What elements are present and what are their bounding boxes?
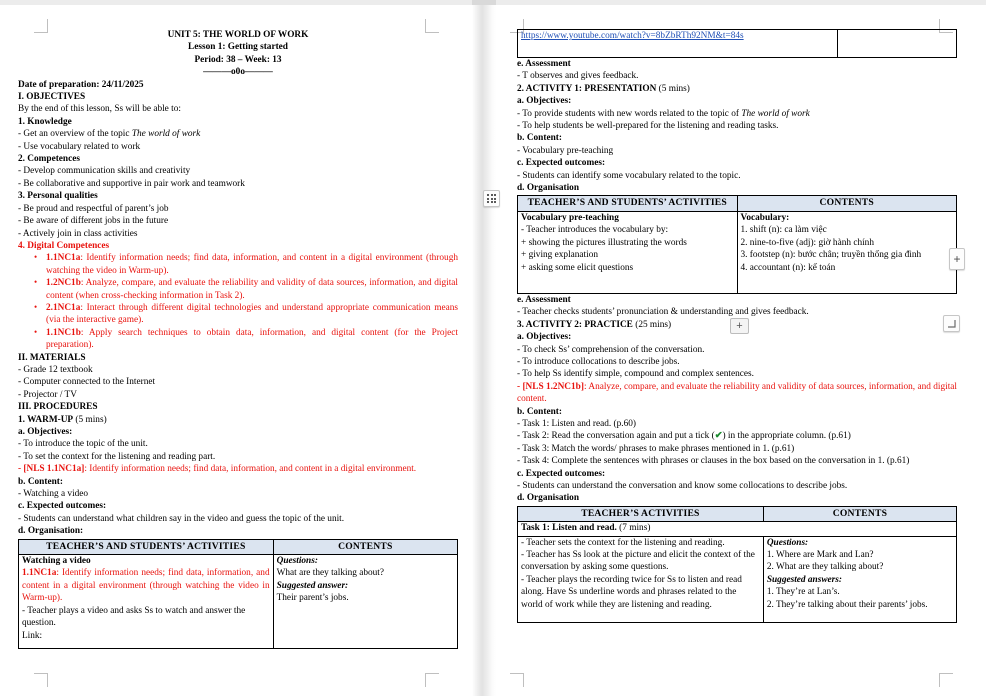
grip-dots-icon [487,194,496,203]
activity1-assessment-label: e. Assessment [517,294,571,305]
knowledge-item-text: - Get an overview of the topic [18,129,132,140]
vocab-cell-line: + giving explanation [521,250,599,261]
page-gutter [472,5,496,696]
warmup-contents-cell[interactable] [273,555,457,649]
activity2-label: 3. ACTIVITY 2: PRACTICE [517,319,633,330]
suggested-answers-label: Suggested answers: [766,574,842,585]
vocab-cell-line: + showing the pictures illustrating the words [521,237,687,248]
question-text: 1. Where are Mark and Lan? [766,550,874,560]
knowledge-heading: 1. Knowledge [18,116,72,127]
table-row[interactable] [518,211,957,293]
unit-title: UNIT 5: THE WORLD OF WORK [167,30,309,40]
knowledge-item-italic: The world of work [131,129,201,140]
activity1-content-item: - Vocabulary pre-teaching [517,145,614,156]
task1-subheader-time: (7 mins) [619,523,651,534]
vocabulary-activities-table[interactable] [517,195,957,293]
warmup-objective: - To set the context for the listening and reading part. [18,451,216,462]
activity1-objectives-label: a. Objectives: [517,96,572,107]
activity2-outcome-item: - Students can understand the conversation and know some collocations to describe jobs. [517,480,848,491]
table-header-contents: CONTENTS [273,539,457,554]
lesson-title: Lesson 1: Getting started [188,42,288,53]
vocabulary-item: 4. accountant (n): kế toán [740,262,836,273]
table-header-activities: TEACHER’S AND STUDENTS’ ACTIVITIES [518,196,738,211]
warmup-outcomes-label: c. Expected outcomes: [18,501,107,512]
tick-icon: ✔ [714,431,723,442]
answer-text: 2. They’re talking about their parents’ jobs. [766,599,928,610]
digital-competence-item [46,327,458,352]
suggested-answer-label: Suggested answer: [276,580,349,591]
activity2-task: - Task 1: Listen and read. (p.60) [517,418,636,429]
digital-competence-text: : Apply search techniques to obtain data, information, and digital content (for the Project preparation). [46,327,458,351]
activity2-objective: - To introduce collocations to describe jobs. [517,356,680,367]
task1-activities-table[interactable] [517,506,957,623]
personal-quality-item: - Be aware of different jobs in the future [18,216,169,227]
digital-competence-item [46,277,458,302]
warmup-organisation-label: d. Organisation: [18,526,84,537]
activity2-outcomes-label: c. Expected outcomes: [517,468,606,479]
activity2-nls-code: - [NLS 1.2NC1b] [517,381,584,392]
table-header-row [19,539,458,554]
answer-text: Their parent’s jobs. [276,593,349,604]
youtube-link[interactable]: https://www.youtube.com/watch?v=8bZbRTh92NM&t=84s [521,31,744,41]
vocabulary-item: 3. footstep (n): bước chân; truyền thống gia đình [740,250,922,261]
table-row[interactable] [518,30,957,58]
add-column-button[interactable]: + [949,248,965,270]
warmup-nls [18,463,458,475]
digital-competence-code: 1.1NC1a [46,253,81,264]
table-header-row [518,196,957,211]
warmup-label: 1. WARM-UP [18,414,74,425]
page-left [0,5,472,696]
page-right [496,5,986,696]
questions-label: Questions: [276,556,318,567]
material-item: - Projector / TV [18,389,77,400]
digital-competences-heading: 4. Digital Competences [18,240,110,251]
material-item: - Grade 12 textbook [18,364,93,375]
activity2-task-pre: - Task 2: Read the conversation again and put a tick ( [517,431,715,442]
warmup-cell-title: Watching a video [22,556,91,567]
activity2-content-label: b. Content: [517,406,562,417]
table-header-teacher-activities: TEACHER’S ACTIVITIES [518,506,764,521]
vocab-activities-cell[interactable] [518,211,738,293]
document-pages [0,5,986,696]
personal-quality-item: - Actively join in class activities [18,228,138,239]
task1-contents-cell[interactable] [763,536,956,622]
activity2-nls [517,381,957,406]
margin-mark-bottom-right [425,673,439,687]
task1-line: - Teacher plays the recording twice for Ss to listen and read along. Have Ss underline words and phrases related to the world of work while they are listening and reading. [521,574,742,610]
competence-item: - Be collaborative and supportive in pair work and teamwork [18,178,245,189]
knowledge-item [18,128,458,140]
activity2-task: - Task 4: Complete the sentences with phrases or clauses in the box based on the conversation in 1. (p.61) [517,456,910,467]
table-move-handle-icon[interactable] [483,190,500,207]
activity2-organisation-label: d. Organisation [517,493,579,504]
activity1-label: 2. ACTIVITY 1: PRESENTATION [517,83,657,94]
warmup-cell-nls-text: : Identify information needs; find data, information, and content in a digital environment (through watching the video in Warm-up). [22,568,270,604]
task1-line: - Teacher has Ss look at the picture and elicit the context of the conversation by asking some questions. [521,550,755,573]
vocab-contents-cell[interactable] [737,211,957,293]
personal-qualities-heading: 3. Personal qualities [18,191,98,202]
section-divider: ———o0o——— [203,67,273,78]
period-week: Period: 38 – Week: 13 [194,54,282,65]
margin-mark-bottom-left [34,673,48,687]
task1-line: - Teacher sets the context for the listening and reading. [521,537,725,548]
vocab-cell-title: Vocabulary pre-teaching [521,212,619,223]
activity2-objective: - To help Ss identify simple, compound and complex sentences. [517,369,754,380]
warmup-content-label: b. Content: [18,476,63,487]
activity2-task: - Task 3: Match the words/ phrases to make phrases mentioned in 1. (p.61) [517,443,795,454]
vocab-cell-line: + asking some elicit questions [521,262,634,273]
warmup-outcome-item: - Students can understand what children say in the video and guess the topic of the unit. [18,513,345,524]
activity2-task-post: ) in the appropriate column. (p.61) [722,431,851,442]
activity1-objective-italic: The world of work [741,108,810,119]
vocabulary-item: 1. shift (n): ca làm việc [740,225,827,236]
warmup-cell-link-label: Link: [22,630,43,641]
task1-subheader-cell[interactable] [518,522,957,536]
table-header-row [518,506,957,521]
digital-competence-code: 1.2NC1b [46,278,81,289]
activity1-organisation-label: d. Organisation [517,183,579,194]
table-row[interactable] [19,555,458,649]
table-subheader-row[interactable] [518,522,957,536]
table-header-contents: CONTENTS [763,506,956,521]
warmup-time: (5 mins) [75,414,107,425]
activity1-content-label: b. Content: [517,133,562,144]
warmup-link-table[interactable] [517,29,957,58]
questions-label: Questions: [766,537,809,548]
warmup-assessment-text: - T observes and gives feedback. [517,71,639,82]
objectives-heading: I. OBJECTIVES [18,92,86,103]
activity1-time: (5 mins) [658,83,690,94]
warmup-activities-cell[interactable] [19,555,274,649]
vocab-cell-line: - Teacher introduces the vocabulary by: [521,225,669,236]
digital-competence-item [46,302,458,327]
warmup-title [18,414,458,426]
activity1-objective [517,108,957,120]
activity1-outcome-item: - Students can identify some vocabulary related to the topic. [517,170,741,181]
digital-competence-text: : Identify information needs; find data, information, and content in a digital environment (through watching the video in Warm-up). [46,253,458,276]
warmup-activities-table[interactable] [18,539,458,649]
activity1-assessment-text: - Teacher checks students’ pronunciation & understanding and gives feedback. [517,307,809,318]
date-of-preparation: Date of preparation: 24/11/2025 [18,79,144,90]
digital-competence-item [46,252,458,277]
knowledge-item: - Use vocabulary related to work [18,141,141,152]
table-header-activities: TEACHER’S AND STUDENTS’ ACTIVITIES [19,539,274,554]
empty-contents-cell[interactable] [838,30,957,58]
digital-competence-code: 1.1NC1b [46,327,81,338]
competence-item: - Develop communication skills and creativity [18,166,191,177]
task1-subheader-title: Task 1: Listen and read. [521,523,617,534]
activity2-objectives-label: a. Objectives: [517,332,572,343]
table-header-contents: CONTENTS [737,196,957,211]
digital-competences-list [18,252,458,351]
warmup-cell-nls [22,567,270,604]
activity2-objective: - To check Ss’ comprehension of the conversation. [517,344,705,355]
warmup-objectives-label: a. Objectives: [18,427,73,437]
warmup-cell-nls-code: 1.1NC1a [22,568,57,579]
answer-text: 1. They’re at Lan’s. [766,587,840,598]
warmup-objective: - To introduce the topic of the unit. [18,439,148,450]
digital-competence-text: : Analyze, compare, and evaluate the reliability and validity of data sources, information, and digital content (when cross-checking information in Task 2). [46,278,458,301]
activity2-time: (25 mins) [635,319,672,330]
activity1-title [517,83,957,95]
material-item: - Computer connected to the Internet [18,377,156,388]
activity1-objective-text: - To provide students with new words related to the topic of [517,108,742,119]
task1-activities-cell[interactable] [518,536,764,622]
warmup-nls-code: - [NLS 1.1NC1a] [18,464,85,475]
materials-heading: II. MATERIALS [18,352,86,363]
add-row-button[interactable]: + [730,318,749,334]
activity1-objective: - To help students be well-prepared for the listening and reading tasks. [517,121,779,132]
warmup-cell-line: - Teacher plays a video and asks Ss to watch and answer the question. [22,605,246,629]
activity2-task [517,430,957,442]
vocabulary-label: Vocabulary: [740,212,790,223]
margin-mark-bottom-left [510,673,524,687]
digital-competence-text: : Interact through different digital technologies and understand appropriate communication means (via the interactive game). [46,302,458,326]
question-text: 2. What are they talking about? [766,562,884,573]
left-page-body [18,29,458,649]
margin-mark-bottom-right [939,673,953,687]
table-row[interactable] [518,536,957,622]
activity1-outcomes-label: c. Expected outcomes: [517,158,606,169]
competences-heading: 2. Competences [18,154,80,165]
personal-quality-item: - Be proud and respectful of parent’s job [18,203,169,214]
question-text: What are they talking about? [276,568,384,579]
video-link-cell[interactable] [518,30,838,58]
activity2-nls-text: : Analyze, compare, and evaluate the reliability and validity of data sources, information, and digital content. [517,381,957,405]
table-resize-handle-icon[interactable] [943,315,960,332]
warmup-content-item: - Watching a video [18,489,89,500]
procedures-heading: III. PROCEDURES [18,402,98,413]
objectives-intro: By the end of this lesson, Ss will be able to: [18,104,181,115]
vocabulary-item: 2. nine-to-five (adj): giờ hành chính [740,237,874,248]
warmup-nls-text: : Identify information needs; find data, information, and content in a digital environment. [84,464,417,475]
warmup-assessment-label: e. Assessment [517,59,571,69]
digital-competence-code: 2.1NC1a [46,302,81,313]
